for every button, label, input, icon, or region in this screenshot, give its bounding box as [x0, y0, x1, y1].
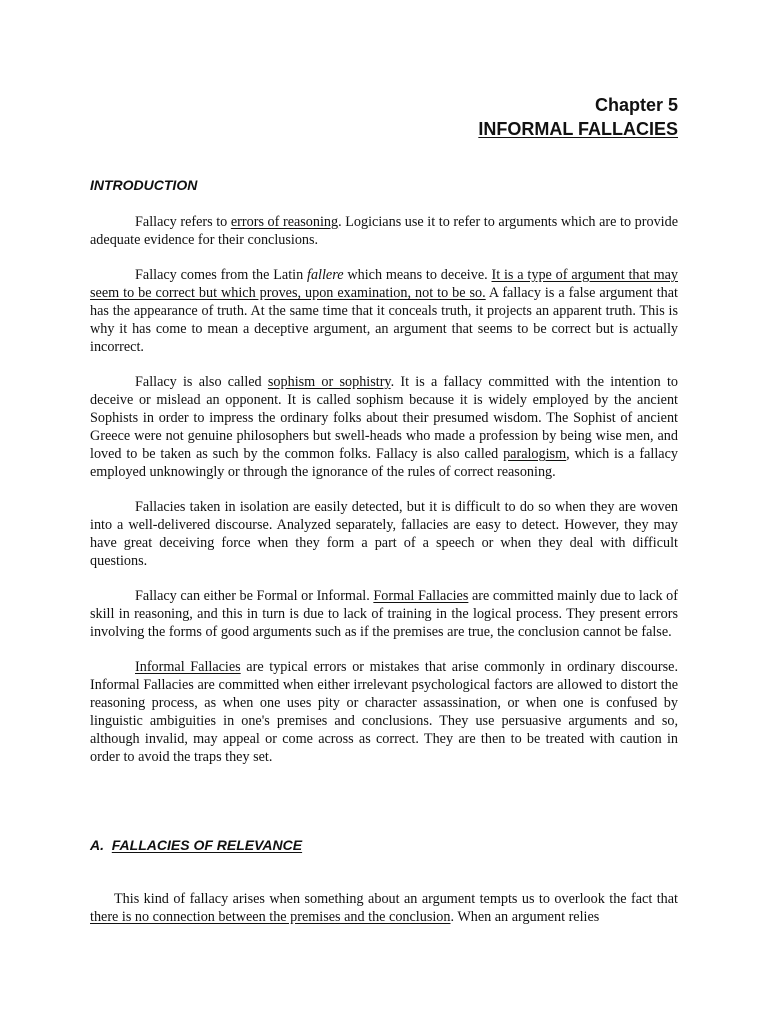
text-run: . It is a fallacy committed with the intention to deceive or mislead an opponent. It is called sophism because it is widely employed by the ancient Sophists in order to impress the ordinary folks about their presumed wisdom. The Sophist of ancient Greece were not genuine philosophers but swell-heads who made a profession by being wise men, and loved to be taken as such by the common folks. Fallacy is also called: [90, 374, 678, 462]
underlined-term: Formal Fallacies: [373, 588, 469, 604]
section-a-heading: [90, 837, 302, 853]
italic-term: fallere: [307, 267, 344, 283]
text-run: Fallacy is also called: [135, 374, 268, 390]
text-run: Fallacy can either be Formal or Informal.: [135, 588, 374, 604]
underlined-term: Informal Fallacies: [135, 659, 241, 675]
text-run: are committed mainly due to lack of skill in reasoning, and this in turn is due to lack of training in the logical process. They present errors involving the forms of good arguments such as if the premises are true, the conclusion cannot be false.: [90, 588, 678, 640]
intro-paragraph-3: [90, 373, 678, 481]
chapter-title: INFORMAL FALLACIES: [478, 119, 678, 139]
text-run: A fallacy is a false argument that has the appearance of truth. At the same time that it conceals truth, it projects an apparent truth. This is why it has come to mean a deceptive argument, an argument that seems to be correct but is actually incorrect.: [90, 285, 678, 355]
text-run: . When an argument relies: [450, 909, 600, 925]
chapter-header: [478, 93, 678, 141]
text-run: . Logicians use it to refer to arguments which are to provide adequate evidence for their conclusions.: [90, 214, 678, 248]
section-label: A.: [90, 837, 104, 853]
intro-paragraph-2: [90, 266, 678, 356]
underlined-phrase: there is no connection between the premises and the conclusion: [90, 909, 451, 925]
text-run: This kind of fallacy arises when something about an argument tempts us to overlook the fact that: [114, 891, 678, 907]
text-run: Fallacy comes from the Latin: [135, 267, 308, 283]
underlined-term: errors of reasoning: [230, 214, 339, 230]
underlined-term: sophism or sophistry: [267, 374, 391, 390]
text-run: which means to deceive.: [343, 267, 492, 283]
chapter-number: Chapter 5: [594, 95, 678, 115]
text-run: are typical errors or mistakes that arise commonly in ordinary discourse. Informal Fallacies are committed when either irrelevant psychological factors are allowed to distort the reasoning process, as when one uses pity or character assassination, or when one is confused by linguistic ambiguities in one's premises and conclusions. They use persuasive arguments and so, although invalid, may appeal or come across as correct. They are then to be treated with caution in order to avoid the traps they set.: [90, 659, 678, 765]
relevance-body: [90, 890, 678, 943]
intro-paragraph-1: [90, 213, 678, 249]
underlined-sentence: It is a type of argument that may seem to be correct but which proves, upon examination, not to be so.: [90, 267, 678, 301]
introduction-body: [90, 213, 678, 783]
intro-paragraph-4: Fallacies taken in isolation are easily detected, but it is difficult to do so when they are woven into a well-delivered discourse. Analyzed separately, fallacies are easy to detect. However, they may have great deceiving force when they form a part of a speech or when they deal with difficult questions.: [90, 499, 678, 569]
text-run: Fallacy refers to: [135, 214, 231, 230]
introduction-heading: INTRODUCTION: [90, 177, 198, 193]
intro-paragraph-6: [90, 658, 678, 766]
section-title: FALLACIES OF RELEVANCE: [111, 837, 303, 853]
underlined-term: paralogism: [503, 446, 567, 462]
intro-paragraph-5: [90, 587, 678, 641]
relevance-paragraph-1: [90, 890, 678, 926]
text-run: , which is a fallacy employed unknowingly or through the ignorance of the rules of correct reasoning.: [90, 446, 678, 480]
